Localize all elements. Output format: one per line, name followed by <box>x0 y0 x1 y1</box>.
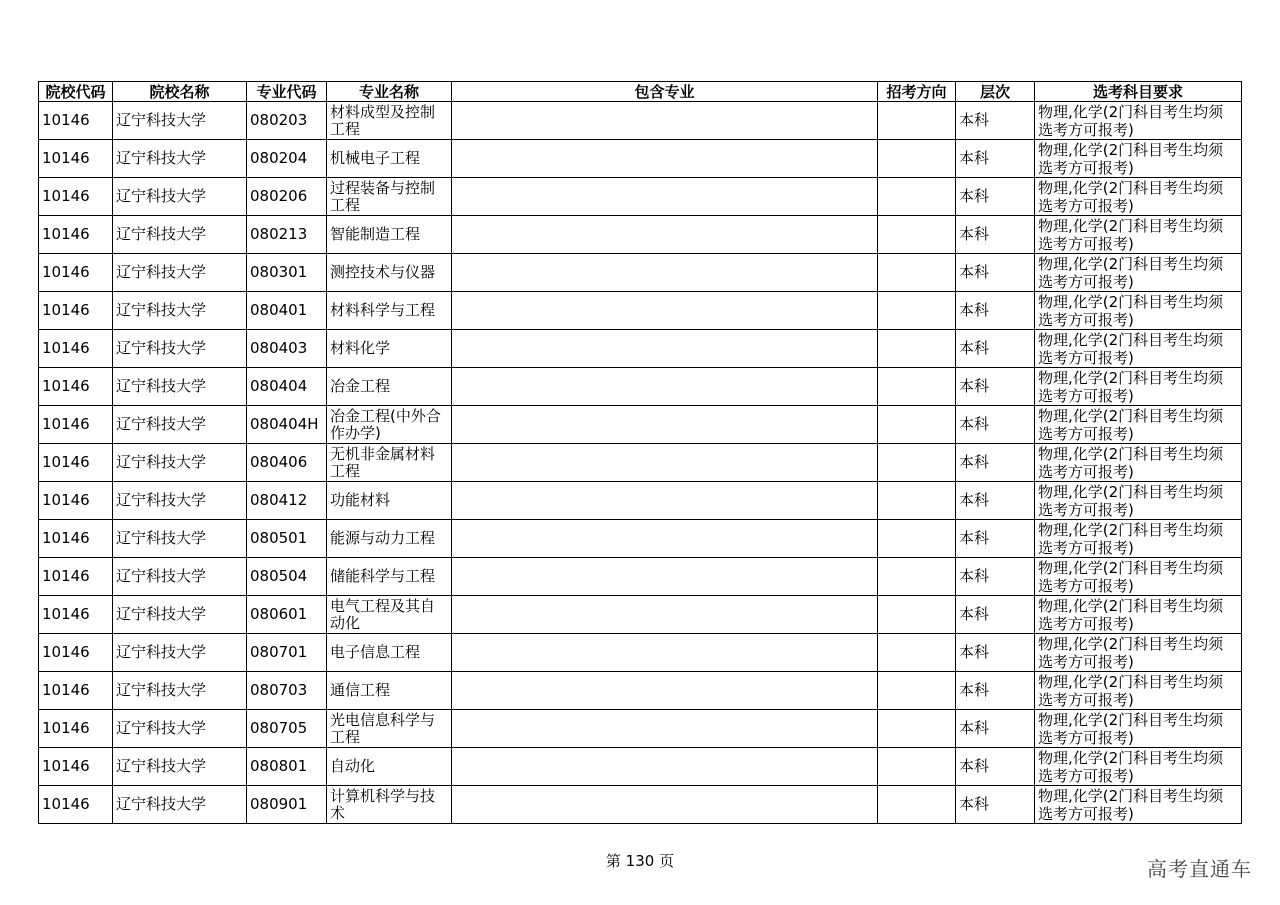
cell-major-name: 无机非金属材料工程 <box>327 444 452 482</box>
cell-subject-requirement: 物理,化学(2门科目考生均须选考方可报考) <box>1035 178 1242 216</box>
cell-direction <box>878 216 956 254</box>
cell-subject-requirement: 物理,化学(2门科目考生均须选考方可报考) <box>1035 140 1242 178</box>
cell-school-code: 10146 <box>39 102 113 140</box>
cell-direction <box>878 482 956 520</box>
cell-major-name: 材料成型及控制工程 <box>327 102 452 140</box>
cell-included-majors <box>452 672 878 710</box>
cell-major-name: 智能制造工程 <box>327 216 452 254</box>
cell-direction <box>878 178 956 216</box>
cell-subject-requirement: 物理,化学(2门科目考生均须选考方可报考) <box>1035 482 1242 520</box>
cell-school-name: 辽宁科技大学 <box>113 406 247 444</box>
admission-table <box>38 81 1242 824</box>
cell-included-majors <box>452 406 878 444</box>
cell-major-code: 080501 <box>247 520 327 558</box>
cell-school-code: 10146 <box>39 216 113 254</box>
table-row <box>39 254 1242 292</box>
cell-direction <box>878 786 956 824</box>
table-row <box>39 672 1242 710</box>
header-subject-requirement: 选考科目要求 <box>1035 82 1242 102</box>
cell-subject-requirement: 物理,化学(2门科目考生均须选考方可报考) <box>1035 216 1242 254</box>
cell-school-code: 10146 <box>39 406 113 444</box>
cell-major-code: 080401 <box>247 292 327 330</box>
table-row <box>39 482 1242 520</box>
cell-direction <box>878 558 956 596</box>
cell-subject-requirement: 物理,化学(2门科目考生均须选考方可报考) <box>1035 102 1242 140</box>
cell-major-code: 080204 <box>247 140 327 178</box>
cell-school-name: 辽宁科技大学 <box>113 672 247 710</box>
cell-major-name: 冶金工程(中外合作办学) <box>327 406 452 444</box>
cell-included-majors <box>452 482 878 520</box>
cell-level: 本科 <box>956 520 1035 558</box>
cell-school-name: 辽宁科技大学 <box>113 216 247 254</box>
cell-school-code: 10146 <box>39 748 113 786</box>
cell-school-code: 10146 <box>39 178 113 216</box>
cell-school-name: 辽宁科技大学 <box>113 292 247 330</box>
table-row <box>39 216 1242 254</box>
cell-major-code: 080301 <box>247 254 327 292</box>
cell-level: 本科 <box>956 216 1035 254</box>
cell-school-code: 10146 <box>39 368 113 406</box>
cell-subject-requirement: 物理,化学(2门科目考生均须选考方可报考) <box>1035 672 1242 710</box>
cell-major-name: 电子信息工程 <box>327 634 452 672</box>
table-row <box>39 368 1242 406</box>
cell-direction <box>878 596 956 634</box>
cell-direction <box>878 292 956 330</box>
cell-school-name: 辽宁科技大学 <box>113 710 247 748</box>
cell-included-majors <box>452 710 878 748</box>
cell-direction <box>878 634 956 672</box>
table-row <box>39 292 1242 330</box>
watermark: 高考直通车 <box>1147 857 1252 881</box>
table-body <box>39 102 1242 824</box>
cell-major-name: 计算机科学与技术 <box>327 786 452 824</box>
cell-level: 本科 <box>956 710 1035 748</box>
table-row <box>39 634 1242 672</box>
cell-school-name: 辽宁科技大学 <box>113 368 247 406</box>
cell-included-majors <box>452 520 878 558</box>
cell-direction <box>878 140 956 178</box>
header-level: 层次 <box>956 82 1035 102</box>
cell-level: 本科 <box>956 596 1035 634</box>
cell-direction <box>878 444 956 482</box>
cell-direction <box>878 672 956 710</box>
cell-direction <box>878 406 956 444</box>
cell-subject-requirement: 物理,化学(2门科目考生均须选考方可报考) <box>1035 596 1242 634</box>
cell-level: 本科 <box>956 672 1035 710</box>
cell-level: 本科 <box>956 786 1035 824</box>
cell-subject-requirement: 物理,化学(2门科目考生均须选考方可报考) <box>1035 710 1242 748</box>
cell-major-name: 能源与动力工程 <box>327 520 452 558</box>
cell-subject-requirement: 物理,化学(2门科目考生均须选考方可报考) <box>1035 444 1242 482</box>
cell-included-majors <box>452 368 878 406</box>
cell-major-name: 自动化 <box>327 748 452 786</box>
table-row <box>39 330 1242 368</box>
table-row <box>39 102 1242 140</box>
cell-major-name: 光电信息科学与工程 <box>327 710 452 748</box>
cell-direction <box>878 330 956 368</box>
cell-direction <box>878 710 956 748</box>
table-row <box>39 406 1242 444</box>
cell-major-name: 功能材料 <box>327 482 452 520</box>
header-major-code: 专业代码 <box>247 82 327 102</box>
cell-included-majors <box>452 634 878 672</box>
cell-included-majors <box>452 254 878 292</box>
table-row <box>39 140 1242 178</box>
table-row <box>39 786 1242 824</box>
cell-subject-requirement: 物理,化学(2门科目考生均须选考方可报考) <box>1035 558 1242 596</box>
cell-major-code: 080404 <box>247 368 327 406</box>
header-row <box>39 82 1242 102</box>
cell-school-name: 辽宁科技大学 <box>113 634 247 672</box>
cell-major-name: 测控技术与仪器 <box>327 254 452 292</box>
cell-level: 本科 <box>956 292 1035 330</box>
cell-major-code: 080705 <box>247 710 327 748</box>
cell-school-code: 10146 <box>39 140 113 178</box>
cell-school-name: 辽宁科技大学 <box>113 520 247 558</box>
cell-school-name: 辽宁科技大学 <box>113 786 247 824</box>
cell-school-code: 10146 <box>39 292 113 330</box>
cell-included-majors <box>452 140 878 178</box>
cell-level: 本科 <box>956 102 1035 140</box>
cell-school-name: 辽宁科技大学 <box>113 748 247 786</box>
cell-major-code: 080406 <box>247 444 327 482</box>
header-school-name: 院校名称 <box>113 82 247 102</box>
cell-school-code: 10146 <box>39 634 113 672</box>
header-included-majors: 包含专业 <box>452 82 878 102</box>
cell-subject-requirement: 物理,化学(2门科目考生均须选考方可报考) <box>1035 786 1242 824</box>
cell-major-code: 080412 <box>247 482 327 520</box>
cell-level: 本科 <box>956 748 1035 786</box>
cell-major-name: 机械电子工程 <box>327 140 452 178</box>
header-major-name: 专业名称 <box>327 82 452 102</box>
cell-school-code: 10146 <box>39 330 113 368</box>
cell-school-name: 辽宁科技大学 <box>113 102 247 140</box>
table-row <box>39 558 1242 596</box>
cell-school-code: 10146 <box>39 672 113 710</box>
cell-major-name: 电气工程及其自动化 <box>327 596 452 634</box>
cell-direction <box>878 520 956 558</box>
cell-included-majors <box>452 292 878 330</box>
cell-major-name: 通信工程 <box>327 672 452 710</box>
header-school-code: 院校代码 <box>39 82 113 102</box>
cell-major-code: 080213 <box>247 216 327 254</box>
cell-school-name: 辽宁科技大学 <box>113 330 247 368</box>
cell-direction <box>878 368 956 406</box>
cell-major-code: 080403 <box>247 330 327 368</box>
cell-school-code: 10146 <box>39 520 113 558</box>
cell-school-code: 10146 <box>39 710 113 748</box>
table-row <box>39 748 1242 786</box>
cell-level: 本科 <box>956 444 1035 482</box>
cell-major-name: 储能科学与工程 <box>327 558 452 596</box>
cell-direction <box>878 748 956 786</box>
cell-major-code: 080203 <box>247 102 327 140</box>
cell-included-majors <box>452 558 878 596</box>
cell-level: 本科 <box>956 634 1035 672</box>
cell-level: 本科 <box>956 558 1035 596</box>
cell-included-majors <box>452 786 878 824</box>
cell-major-code: 080206 <box>247 178 327 216</box>
cell-school-code: 10146 <box>39 444 113 482</box>
cell-level: 本科 <box>956 482 1035 520</box>
table-row <box>39 444 1242 482</box>
cell-subject-requirement: 物理,化学(2门科目考生均须选考方可报考) <box>1035 748 1242 786</box>
cell-school-name: 辽宁科技大学 <box>113 178 247 216</box>
cell-subject-requirement: 物理,化学(2门科目考生均须选考方可报考) <box>1035 634 1242 672</box>
cell-school-code: 10146 <box>39 786 113 824</box>
cell-school-name: 辽宁科技大学 <box>113 254 247 292</box>
cell-direction <box>878 254 956 292</box>
table-row <box>39 596 1242 634</box>
cell-school-name: 辽宁科技大学 <box>113 482 247 520</box>
cell-subject-requirement: 物理,化学(2门科目考生均须选考方可报考) <box>1035 368 1242 406</box>
cell-included-majors <box>452 444 878 482</box>
cell-school-name: 辽宁科技大学 <box>113 596 247 634</box>
cell-included-majors <box>452 216 878 254</box>
table-row <box>39 178 1242 216</box>
cell-school-code: 10146 <box>39 482 113 520</box>
cell-major-name: 冶金工程 <box>327 368 452 406</box>
cell-major-code: 080801 <box>247 748 327 786</box>
table-row <box>39 710 1242 748</box>
cell-major-code: 080901 <box>247 786 327 824</box>
cell-school-name: 辽宁科技大学 <box>113 444 247 482</box>
cell-major-name: 过程装备与控制工程 <box>327 178 452 216</box>
cell-subject-requirement: 物理,化学(2门科目考生均须选考方可报考) <box>1035 254 1242 292</box>
cell-school-code: 10146 <box>39 254 113 292</box>
cell-school-code: 10146 <box>39 596 113 634</box>
cell-major-code: 080601 <box>247 596 327 634</box>
page-number: 第 130 页 <box>605 852 675 870</box>
cell-major-code: 080504 <box>247 558 327 596</box>
cell-included-majors <box>452 102 878 140</box>
cell-subject-requirement: 物理,化学(2门科目考生均须选考方可报考) <box>1035 406 1242 444</box>
cell-included-majors <box>452 330 878 368</box>
cell-included-majors <box>452 596 878 634</box>
cell-subject-requirement: 物理,化学(2门科目考生均须选考方可报考) <box>1035 520 1242 558</box>
cell-major-code: 080404H <box>247 406 327 444</box>
cell-level: 本科 <box>956 178 1035 216</box>
cell-included-majors <box>452 178 878 216</box>
cell-major-name: 材料化学 <box>327 330 452 368</box>
cell-major-name: 材料科学与工程 <box>327 292 452 330</box>
cell-level: 本科 <box>956 254 1035 292</box>
cell-major-code: 080703 <box>247 672 327 710</box>
cell-school-code: 10146 <box>39 558 113 596</box>
cell-school-name: 辽宁科技大学 <box>113 558 247 596</box>
cell-school-name: 辽宁科技大学 <box>113 140 247 178</box>
cell-level: 本科 <box>956 368 1035 406</box>
cell-direction <box>878 102 956 140</box>
cell-subject-requirement: 物理,化学(2门科目考生均须选考方可报考) <box>1035 292 1242 330</box>
cell-level: 本科 <box>956 406 1035 444</box>
cell-subject-requirement: 物理,化学(2门科目考生均须选考方可报考) <box>1035 330 1242 368</box>
header-direction: 招考方向 <box>878 82 956 102</box>
cell-level: 本科 <box>956 330 1035 368</box>
cell-major-code: 080701 <box>247 634 327 672</box>
table-row <box>39 520 1242 558</box>
cell-level: 本科 <box>956 140 1035 178</box>
cell-included-majors <box>452 748 878 786</box>
